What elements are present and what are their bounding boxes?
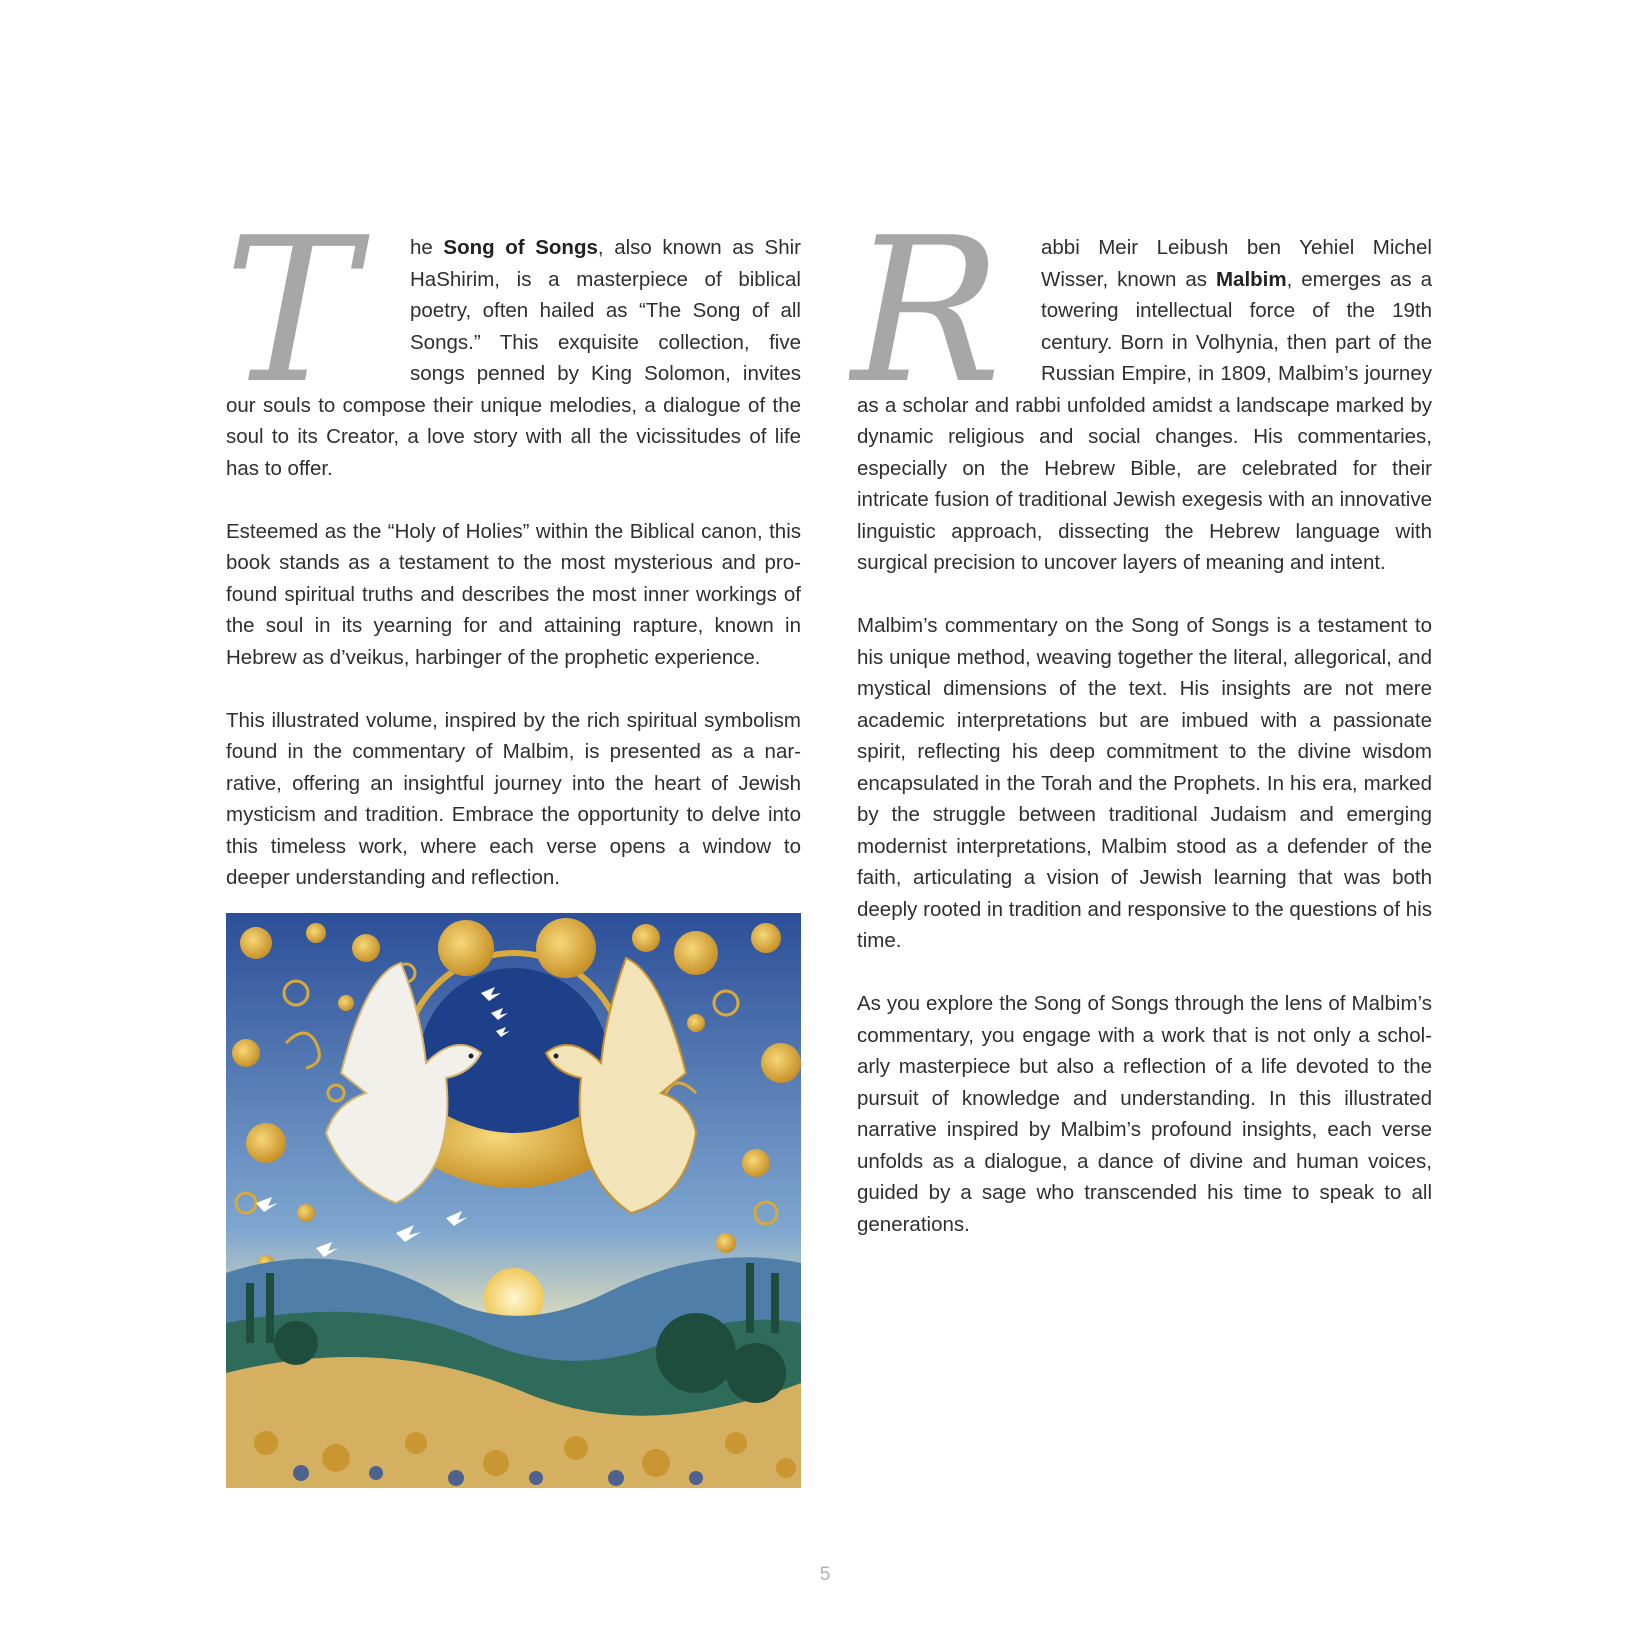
song-of-songs-term: Song of Songs [443,236,598,259]
intro-paragraph-right: abbi Meir Leibush ben Yehiel Michel Wisser, known as Malbim, emerges as a towering intellectual force of the 19th century. Born in Volhynia, then part of the Russian Empire, in 1809, Malbim’s journey as a scholar and rabbi unfolded amidst a landscape marked by dynamic religious and social changes. His commentaries, especially on the Hebrew Bible, are celebrated for their intricate fusion of traditional Jewish exegesis with an innovative linguistic approach, dissecting the Hebrew language with surgical precision to uncover layers of meaning and intent. [857,236,1432,574]
paragraph-holy-of-holies: Esteemed as the “Holy of Holies” within the Biblical canon, this book stands as a testament to the most mysterious and profound spiritual truths and describes the most inner workings of the soul in its yearning for and attaining rapture, known in Hebrew as d’veikus, harbinger of the prophetic experience. [226,519,801,669]
intro-paragraph-left: he Song of Songs, also known as Shir HaShirim, is a masterpiece of biblical poetry, often hailed as “The Song of all Songs.” This exquisite collection, five songs penned by King Solomon, invites our souls to compose their unique melodies, a dialogue of the soul to its Creator, a love story with all the vicissitudes of life has to offer. [226,236,802,480]
drop-cap-t [218,232,410,392]
drop-cap-r [849,232,1041,392]
paragraph-illustrated-volume: This illustrated volume, inspired by the rich spiritual symbolism found in the commentary of Malbim, is presented as a narrative, offering an insightful journey into the heart of Jewish mysticism and tradition. Embrace the opportunity to delve into this timeless work, where each verse opens a window to deeper understanding and reflection. [226,708,801,889]
doves-illustration [226,913,801,1488]
paragraph-explore: As you explore the Song of Songs through the lens of Malbim’s commentary, you engage with a work that is not only a scholarly masterpiece but also a reflection of a life devoted to the pursuit of knowledge and understanding. In this illustrated narrative inspired by Malbim’s profound insights, each verse unfolds as a dialogue, a dance of divine and human voices, guided by a sage who transcended his time to speak to all generations. [857,992,1432,1236]
paragraph-malbim-commentary: Malbim’s commentary on the Song of Songs is a testament to his unique method, weaving together the literal, allegorical, and mystical dimensions of the text. His insights are not mere academic interpretations but are imbued with a passionate spirit, reflecting his deep commitment to the divine wisdom encapsulated in the Torah and the Prophets. In his era, marked by the struggle between traditional Judaism and emerging modernist interpretations, Malbim stood as a defender of the faith, articulating a vision of Jewish learning that was both deeply rooted in tradition and responsive to the questions of his time. [857,614,1432,952]
malbim-term: Malbim [1215,267,1287,291]
drop-cap-letter: T [224,232,358,392]
page-number: 5 [819,1564,831,1585]
left-column [226,232,801,925]
drop-cap-letter: R [851,232,1002,392]
right-column [851,232,1432,1272]
